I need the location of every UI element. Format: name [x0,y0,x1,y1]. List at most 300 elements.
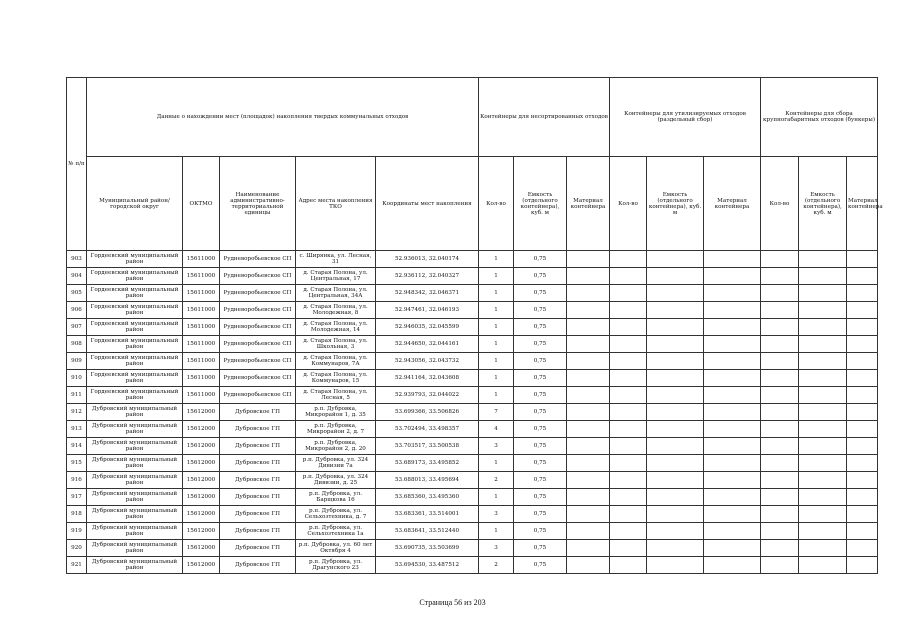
row-address: д. Старая Полона, ул. Коммунаров, 7А [296,353,376,370]
header-material-3: Материал контейнера [847,157,878,251]
empty-cell [647,319,704,336]
empty-cell [567,523,610,540]
empty-cell [704,370,761,387]
row-address: р.п. Дубровка, ул. 60 лет Октября 4 [296,540,376,557]
table-row [67,353,878,370]
empty-cell [610,472,647,489]
empty-cell [704,285,761,302]
empty-cell [610,557,647,574]
header-count-2: Кол-во [610,157,647,251]
empty-cell [647,455,704,472]
header-num: № п/п [67,78,87,251]
empty-cell [647,336,704,353]
empty-cell [761,353,799,370]
row-coords: 53.690735, 33.503699 [376,540,479,557]
empty-cell [799,540,847,557]
row-oktmo: 15612000 [183,472,220,489]
row-number: 905 [67,285,87,302]
row-count: 2 [479,472,514,489]
row-settlement: Дубровское ГП [220,489,296,506]
empty-cell [761,455,799,472]
empty-cell [567,370,610,387]
row-count: 1 [479,302,514,319]
row-settlement: Рудневоробьевское СП [220,387,296,404]
empty-cell [704,506,761,523]
row-district: Дубровский муниципальный район [87,506,183,523]
empty-cell [847,353,878,370]
row-capacity: 0,75 [514,421,567,438]
empty-cell [704,489,761,506]
row-number: 914 [67,438,87,455]
empty-cell [647,523,704,540]
empty-cell [799,404,847,421]
row-number: 917 [67,489,87,506]
header-material-2: Материал контейнера [704,157,761,251]
header-admin-unit: Наименование административно-территориальной единицы [220,157,296,251]
row-address: р.п. Дубровка, ул. 324 Дивизии, д. 25 [296,472,376,489]
empty-cell [847,302,878,319]
empty-cell [610,319,647,336]
empty-cell [761,319,799,336]
empty-cell [704,523,761,540]
empty-cell [704,268,761,285]
row-settlement: Дубровское ГП [220,523,296,540]
empty-cell [567,319,610,336]
row-count: 1 [479,268,514,285]
empty-cell [647,268,704,285]
empty-cell [647,472,704,489]
row-capacity: 0,75 [514,506,567,523]
empty-cell [610,540,647,557]
empty-cell [799,268,847,285]
empty-cell [799,557,847,574]
row-capacity: 0,75 [514,251,567,268]
empty-cell [847,285,878,302]
empty-cell [567,489,610,506]
empty-cell [704,387,761,404]
empty-cell [567,557,610,574]
table-row [67,319,878,336]
row-settlement: Рудневоробьевское СП [220,251,296,268]
empty-cell [847,336,878,353]
row-number: 903 [67,251,87,268]
row-address: р.п. Дубровка, ул. Сельхозтехника 1а [296,523,376,540]
row-oktmo: 15611000 [183,251,220,268]
empty-cell [847,455,878,472]
row-coords: 53.685360, 33.495360 [376,489,479,506]
table-row [67,421,878,438]
row-oktmo: 15611000 [183,370,220,387]
row-capacity: 0,75 [514,455,567,472]
row-count: 3 [479,540,514,557]
empty-cell [610,404,647,421]
row-coords: 52.946035, 32.045599 [376,319,479,336]
empty-cell [704,336,761,353]
row-number: 907 [67,319,87,336]
row-address: р.п. Дубровка, ул. Барщкова 16 [296,489,376,506]
row-address: д. Старая Полона, ул. Центральная, 34А [296,285,376,302]
empty-cell [704,455,761,472]
empty-cell [567,302,610,319]
row-number: 921 [67,557,87,574]
row-coords: 52.941164, 32.043608 [376,370,479,387]
row-count: 1 [479,387,514,404]
row-settlement: Рудневоробьевское СП [220,370,296,387]
row-number: 920 [67,540,87,557]
empty-cell [761,336,799,353]
row-settlement: Рудневоробьевское СП [220,319,296,336]
empty-cell [567,353,610,370]
row-coords: 53.688013, 33.495694 [376,472,479,489]
row-settlement: Дубровское ГП [220,438,296,455]
table-row [67,302,878,319]
row-coords: 53.683361, 33.514001 [376,506,479,523]
row-count: 1 [479,489,514,506]
row-district: Гордеевский муниципальный район [87,370,183,387]
row-oktmo: 15612000 [183,523,220,540]
row-coords: 52.936112, 32.040327 [376,268,479,285]
table-row [67,557,878,574]
empty-cell [799,523,847,540]
row-count: 2 [479,557,514,574]
row-oktmo: 15612000 [183,557,220,574]
row-capacity: 0,75 [514,472,567,489]
empty-cell [847,506,878,523]
empty-cell [610,421,647,438]
empty-cell [799,302,847,319]
row-oktmo: 15611000 [183,285,220,302]
empty-cell [704,540,761,557]
empty-cell [799,438,847,455]
row-capacity: 0,75 [514,336,567,353]
row-settlement: Дубровское ГП [220,455,296,472]
empty-cell [761,421,799,438]
row-capacity: 0,75 [514,540,567,557]
table-row [67,370,878,387]
row-oktmo: 15611000 [183,302,220,319]
table-row [67,268,878,285]
row-capacity: 0,75 [514,523,567,540]
empty-cell [704,319,761,336]
empty-cell [847,370,878,387]
empty-cell [704,421,761,438]
empty-cell [567,251,610,268]
row-address: д. Старая Полона, ул. Школьная, 3 [296,336,376,353]
empty-cell [761,370,799,387]
empty-cell [761,285,799,302]
empty-cell [610,336,647,353]
empty-cell [704,472,761,489]
header-coords: Координаты мест накопления [376,157,479,251]
row-coords: 52.939793, 32.044022 [376,387,479,404]
table-row [67,336,878,353]
empty-cell [847,540,878,557]
row-district: Дубровский муниципальный район [87,472,183,489]
row-address: д. Старая Полона, ул. Молодежная, 8 [296,302,376,319]
row-oktmo: 15612000 [183,489,220,506]
empty-cell [761,523,799,540]
empty-cell [567,387,610,404]
table-row [67,438,878,455]
row-coords: 53.683641, 33.512440 [376,523,479,540]
empty-cell [567,421,610,438]
row-number: 906 [67,302,87,319]
row-district: Дубровский муниципальный район [87,455,183,472]
row-count: 1 [479,523,514,540]
row-district: Дубровский муниципальный район [87,421,183,438]
header-group-unsorted: Контейнеры для несортированных отходов [479,78,610,157]
row-oktmo: 15611000 [183,268,220,285]
row-address: д. Старая Полона, ул. Центральная, 17 [296,268,376,285]
row-oktmo: 15612000 [183,404,220,421]
header-material: Материал контейнера [567,157,610,251]
page-footer: Страница 56 из 203 [419,598,486,607]
row-number: 916 [67,472,87,489]
empty-cell [761,540,799,557]
row-capacity: 0,75 [514,489,567,506]
row-count: 1 [479,285,514,302]
empty-cell [799,387,847,404]
empty-cell [799,336,847,353]
row-settlement: Рудневоробьевское СП [220,268,296,285]
empty-cell [647,489,704,506]
empty-cell [761,268,799,285]
empty-cell [847,438,878,455]
row-number: 915 [67,455,87,472]
header-count: Кол-во [479,157,514,251]
empty-cell [761,387,799,404]
empty-cell [799,370,847,387]
row-count: 1 [479,251,514,268]
table-row [67,251,878,268]
row-oktmo: 15611000 [183,353,220,370]
row-capacity: 0,75 [514,438,567,455]
table-row [67,540,878,557]
row-address: р.п. Дубровка, ул. Драгунского 23 [296,557,376,574]
row-coords: 52.948342, 32.046371 [376,285,479,302]
row-coords: 52.936013, 32.040174 [376,251,479,268]
table-row [67,489,878,506]
header-capacity-2: Емкость (отдельного контейнера), куб. м [647,157,704,251]
empty-cell [799,489,847,506]
row-settlement: Рудневоробьевское СП [220,336,296,353]
empty-cell [610,251,647,268]
row-capacity: 0,75 [514,285,567,302]
empty-cell [799,421,847,438]
row-number: 908 [67,336,87,353]
row-district: Дубровский муниципальный район [87,540,183,557]
row-settlement: Дубровское ГП [220,506,296,523]
row-count: 3 [479,506,514,523]
empty-cell [704,438,761,455]
empty-cell [610,506,647,523]
empty-cell [647,285,704,302]
row-address: р.п. Дубровка, Микрорайон 2, д. 7 [296,421,376,438]
empty-cell [567,455,610,472]
row-district: Дубровский муниципальный район [87,404,183,421]
row-capacity: 0,75 [514,387,567,404]
row-coords: 52.943056, 32.043732 [376,353,479,370]
row-number: 911 [67,387,87,404]
row-capacity: 0,75 [514,370,567,387]
empty-cell [567,268,610,285]
row-oktmo: 15611000 [183,336,220,353]
empty-cell [647,251,704,268]
empty-cell [647,353,704,370]
empty-cell [799,455,847,472]
row-address: с. Ширянка, ул. Лесная, 31 [296,251,376,268]
empty-cell [647,438,704,455]
row-capacity: 0,75 [514,319,567,336]
table-row [67,523,878,540]
row-settlement: Дубровское ГП [220,404,296,421]
row-capacity: 0,75 [514,268,567,285]
row-number: 910 [67,370,87,387]
empty-cell [761,404,799,421]
row-count: 1 [479,370,514,387]
empty-cell [847,472,878,489]
empty-cell [567,285,610,302]
empty-cell [647,370,704,387]
table-row [67,285,878,302]
row-coords: 52.947461, 32.046193 [376,302,479,319]
row-oktmo: 15612000 [183,455,220,472]
empty-cell [847,523,878,540]
register-table [66,77,883,574]
row-capacity: 0,75 [514,557,567,574]
row-count: 4 [479,421,514,438]
empty-cell [610,268,647,285]
row-district: Гордеевский муниципальный район [87,319,183,336]
empty-cell [704,302,761,319]
row-capacity: 0,75 [514,404,567,421]
empty-cell [761,472,799,489]
empty-cell [567,438,610,455]
empty-cell [647,540,704,557]
header-group-recyclable: Контейнеры для утилизируемых отходов (раздельный сбор) [610,78,761,157]
empty-cell [799,319,847,336]
empty-cell [567,404,610,421]
empty-cell [647,302,704,319]
empty-cell [799,285,847,302]
empty-cell [610,370,647,387]
empty-cell [610,455,647,472]
empty-cell [610,353,647,370]
row-address: д. Старая Полона, ул. Лесная, 5 [296,387,376,404]
row-oktmo: 15612000 [183,540,220,557]
empty-cell [847,557,878,574]
row-settlement: Рудневоробьевское СП [220,285,296,302]
row-address: д. Старая Полона, ул. Коммунаров, 15 [296,370,376,387]
row-address: р.п. Дубровка, Микрорайон 2, д. 20 [296,438,376,455]
row-address: р.п. Дубровка, ул. Сельхозтехника, д. 7 [296,506,376,523]
empty-cell [761,251,799,268]
row-coords: 53.699366, 33.506826 [376,404,479,421]
header-group-bulky: Контейнеры для сбора крупногабаритных отходов (бункеры) [761,78,878,157]
empty-cell [567,472,610,489]
row-oktmo: 15611000 [183,319,220,336]
row-number: 913 [67,421,87,438]
empty-cell [647,506,704,523]
empty-cell [647,404,704,421]
table-row [67,472,878,489]
row-coords: 53.702494, 33.498357 [376,421,479,438]
empty-cell [847,268,878,285]
row-number: 919 [67,523,87,540]
row-district: Дубровский муниципальный район [87,438,183,455]
row-settlement: Дубровское ГП [220,472,296,489]
empty-cell [647,387,704,404]
row-capacity: 0,75 [514,302,567,319]
empty-cell [610,285,647,302]
row-district: Гордеевский муниципальный район [87,353,183,370]
empty-cell [610,387,647,404]
header-address: Адрес места накопления ТКО [296,157,376,251]
row-count: 7 [479,404,514,421]
row-settlement: Дубровское ГП [220,557,296,574]
row-coords: 52.944650, 32.044161 [376,336,479,353]
empty-cell [761,506,799,523]
row-coords: 53.694530, 33.487512 [376,557,479,574]
empty-cell [704,557,761,574]
header-count-3: Кол-во [761,157,799,251]
table-row [67,455,878,472]
empty-cell [799,353,847,370]
empty-cell [704,251,761,268]
empty-cell [799,251,847,268]
empty-cell [799,472,847,489]
empty-cell [647,557,704,574]
row-number: 904 [67,268,87,285]
row-capacity: 0,75 [514,353,567,370]
empty-cell [567,540,610,557]
empty-cell [847,319,878,336]
row-district: Гордеевский муниципальный район [87,268,183,285]
row-settlement: Дубровское ГП [220,421,296,438]
row-district: Дубровский муниципальный район [87,557,183,574]
row-district: Гордеевский муниципальный район [87,302,183,319]
empty-cell [847,251,878,268]
empty-cell [647,421,704,438]
empty-cell [610,523,647,540]
row-oktmo: 15612000 [183,506,220,523]
header-capacity: Емкость (отдельного контейнера), куб. м [514,157,567,251]
empty-cell [761,302,799,319]
row-address: д. Старая Полона, ул. Молодежная, 14 [296,319,376,336]
row-district: Гордеевский муниципальный район [87,251,183,268]
header-municipal: Муниципальный район/городской округ [87,157,183,251]
empty-cell [847,404,878,421]
row-oktmo: 15611000 [183,387,220,404]
row-count: 3 [479,438,514,455]
row-coords: 53.703517, 33.500538 [376,438,479,455]
empty-cell [610,302,647,319]
row-district: Дубровский муниципальный район [87,523,183,540]
empty-cell [761,438,799,455]
row-settlement: Рудневоробьевское СП [220,353,296,370]
empty-cell [567,336,610,353]
empty-cell [847,387,878,404]
row-count: 1 [479,455,514,472]
row-oktmo: 15612000 [183,421,220,438]
empty-cell [761,489,799,506]
table-row [67,404,878,421]
row-count: 1 [479,319,514,336]
header-group-location: Данные о нахождении мест (площадок) накопления твердых коммунальных отходов [87,78,479,157]
row-district: Гордеевский муниципальный район [87,285,183,302]
row-count: 1 [479,353,514,370]
row-count: 1 [479,336,514,353]
